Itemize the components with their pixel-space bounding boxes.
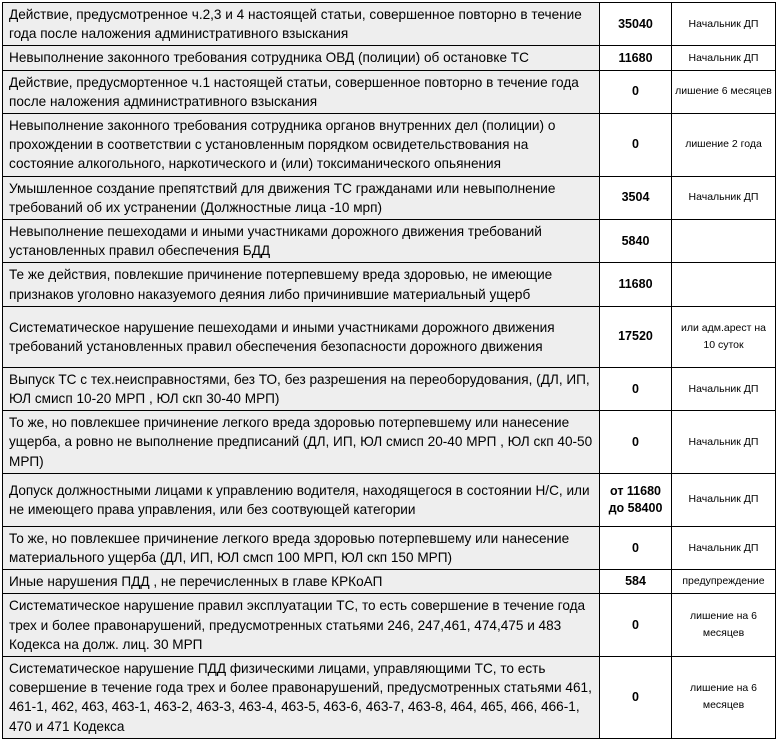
penalty-note: [672, 220, 776, 263]
fine-amount: 3504: [600, 176, 672, 219]
violation-description: Систематическое нарушение правил эксплуатации ТС, то есть совершение в течение года трех и более правонарушений, предусмотренных статьями 246, 247,461, 474,475 и 483 Кодекса на долж. лиц. 30 МРП: [3, 594, 600, 657]
violation-description: Допуск должностными лицами к управлению водителя, находящегося в состоянии Н/С, или не имеющего права управления, или без соотвующей категории: [3, 473, 600, 526]
fine-amount: 0: [600, 594, 672, 657]
table-row: [3, 306, 776, 367]
table-row: [3, 263, 776, 306]
table-row: [3, 473, 776, 526]
violation-description: Умышленное создание препятствий для движения ТС гражданами или невыполнение требований об их устранении (Должностные лица -10 мрп): [3, 176, 600, 219]
penalty-note: Начальник ДП: [672, 176, 776, 219]
violation-description: Невыполнение пешеходами и иными участниками дорожного движения требований установленных правил обеспечения БДД: [3, 220, 600, 263]
violation-description: То же, но повлекшее причинение легкого вреда здоровью потерпевшему или нанесение ущерба, а ровно не выполнение предписаний (ДЛ, ИП, ЮЛ смисп 20-40 МРП , ЮЛ скп 40-50 МРП): [3, 411, 600, 474]
violation-description: Действие, предусмотренное ч.2,3 и 4 настоящей статьи, совершенное повторно в течение года после наложения административного взыскания: [3, 3, 600, 46]
fine-amount: 11680: [600, 46, 672, 70]
penalty-note: лишение на 6 месяцев: [672, 594, 776, 657]
table-row: [3, 411, 776, 474]
violation-description: Систематическое нарушение ПДД физическими лицами, управляющими ТС, то есть совершение в течение года трех и более правонарушений, предусмотренных статьями 461, 461-1, 462, 463, 463-1, 463-2, 463-3, 463-4, 463-5, 463-6, 463-7, 463-8, 464, 465, 466, 466-1, 470 и 471 Кодекса: [3, 657, 600, 739]
fine-amount: 5840: [600, 220, 672, 263]
fine-amount: 17520: [600, 306, 672, 367]
penalty-note: Начальник ДП: [672, 526, 776, 569]
penalty-note: [672, 263, 776, 306]
fine-amount: 0: [600, 657, 672, 739]
table-row: [3, 3, 776, 46]
penalty-note: Начальник ДП: [672, 46, 776, 70]
table-row: [3, 220, 776, 263]
fine-amount: от 11680 до 58400: [600, 473, 672, 526]
penalty-note: Начальник ДП: [672, 411, 776, 474]
table-row: [3, 46, 776, 70]
fine-amount: 35040: [600, 3, 672, 46]
table-row: [3, 176, 776, 219]
table-row: [3, 70, 776, 113]
fines-table: [2, 2, 776, 739]
fine-amount: 11680: [600, 263, 672, 306]
penalty-note: лишение 2 года: [672, 114, 776, 177]
fine-amount: 0: [600, 114, 672, 177]
violation-description: Действие, предусмортенное ч.1 настоящей статьи, совершенное повторно в течение года после наложения административного взыскания: [3, 70, 600, 113]
fine-amount: 0: [600, 70, 672, 113]
penalty-note: предупреждение: [672, 570, 776, 594]
penalty-note: Начальник ДП: [672, 367, 776, 410]
penalty-note: лишение на 6 месяцев: [672, 657, 776, 739]
violation-description: Невыполнение законного требования сотрудника органов внутренних дел (полиции) о прохождении в соответствии с установленным порядком освидетельствования на состояние алкогольного, наркотического и (или) токсиманического опьянения: [3, 114, 600, 177]
violation-description: Те же действия, повлекшие причинение потерпевшему вреда здоровью, не имеющие признаков уголовно наказуемого деяния либо причинившие материальный ущерб: [3, 263, 600, 306]
penalty-note: или адм.арест на 10 суток: [672, 306, 776, 367]
fine-amount: 0: [600, 367, 672, 410]
table-row: [3, 114, 776, 177]
fine-amount: 584: [600, 570, 672, 594]
table-row: [3, 657, 776, 739]
violation-description: Систематическое нарушение пешеходами и иными участниками дорожного движения требований установленных правил обеспечения безопасности дорожного движения: [3, 306, 600, 367]
violation-description: Невыполнение законного требования сотрудника ОВД (полиции) об остановке ТС: [3, 46, 600, 70]
penalty-note: Начальник ДП: [672, 3, 776, 46]
violation-description: Иные нарушения ПДД , не перечисленных в главе КРКоАП: [3, 570, 600, 594]
table-row: [3, 594, 776, 657]
table-row: [3, 526, 776, 569]
violation-description: То же, но повлекшее причинение легкого вреда здоровью потерпевшему или нанесение материального ущерба (ДЛ, ИП, ЮЛ смсп 100 МРП, ЮЛ скп 150 МРП): [3, 526, 600, 569]
violation-description: Выпуск ТС с тех.неисправностями, без ТО, без разрешения на переоборудования, (ДЛ, ИП, ЮЛ смисп 10-20 МРП , ЮЛ скп 30-40 МРП): [3, 367, 600, 410]
fine-amount: 0: [600, 526, 672, 569]
penalty-note: лишение 6 месяцев: [672, 70, 776, 113]
fine-amount: 0: [600, 411, 672, 474]
table-row: [3, 570, 776, 594]
table-row: [3, 367, 776, 410]
penalty-note: Начальник ДП: [672, 473, 776, 526]
